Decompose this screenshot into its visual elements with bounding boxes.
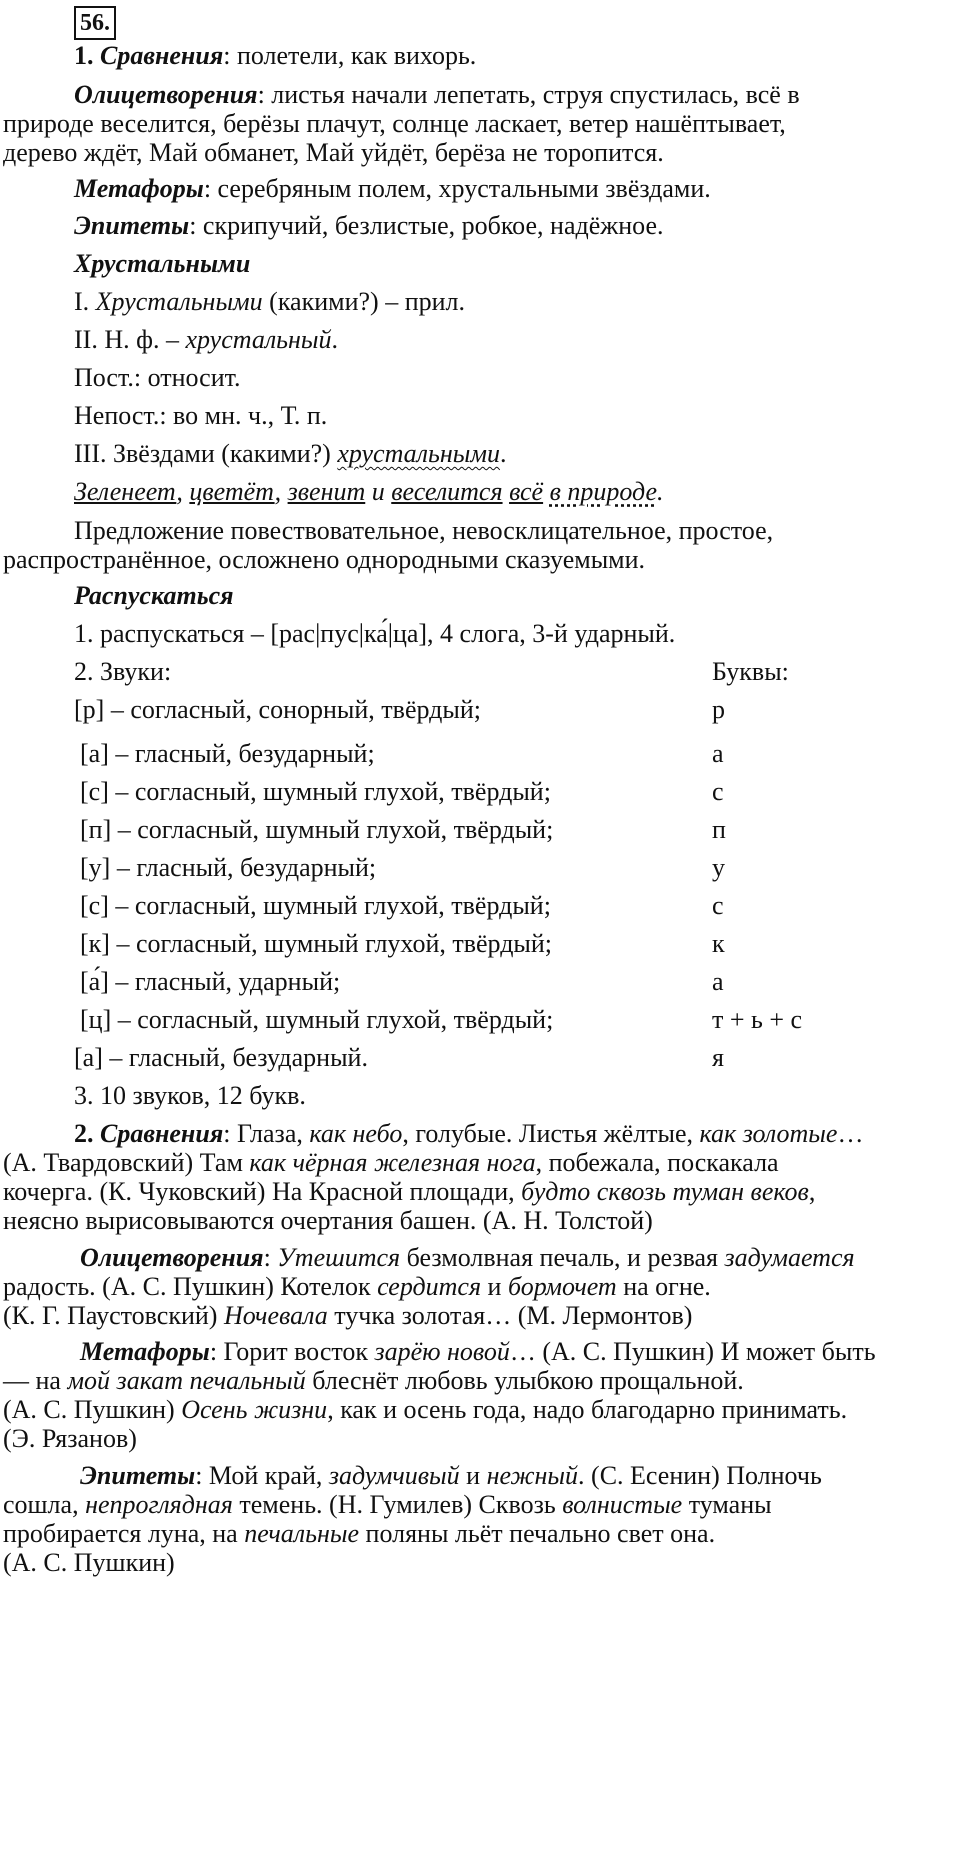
p2-metaphors-line-1: [80, 1336, 876, 1368]
text: . (С. Есенин) Полночь: [578, 1461, 822, 1490]
comparisons-term: Сравнения: [100, 41, 224, 70]
letter-cell: с: [712, 777, 724, 806]
sound-row: [ц] – согласный, шумный глухой, твёрдый;: [80, 1005, 554, 1034]
personification-line-1: [74, 79, 800, 111]
letter-cell: т + ь + с: [712, 1005, 803, 1034]
personification-line-2: природе веселится, берёзы плачут, солнце ласкает, ветер нашёптывает,: [3, 109, 786, 138]
predicate-3: звенит: [287, 477, 366, 506]
text: , голубые. Листья жёлтые,: [402, 1119, 700, 1148]
metaphors-text: : серебряным полем, хрустальными звёздами.: [203, 174, 711, 203]
text: темень. (Н. Гумилев) Сквозь: [232, 1490, 563, 1519]
personification-line-3: дерево ждёт, Май обманет, Май уйдёт, берёза не торопится.: [3, 138, 664, 167]
letter-cell: а: [712, 967, 724, 996]
epithets-line: [74, 210, 663, 242]
example: Осень жизни: [181, 1395, 328, 1424]
example: будто сквозь туман веков: [521, 1177, 809, 1206]
text: :: [263, 1243, 278, 1272]
p2-epithets-line-4: (А. С. Пушкин): [3, 1548, 175, 1577]
example: непроглядная: [85, 1490, 233, 1519]
comma: ,: [274, 477, 288, 506]
example: как небо: [309, 1119, 403, 1148]
morph-period: .: [331, 325, 338, 354]
text: поляны льёт печально свет она.: [359, 1519, 716, 1548]
adverbial: в природе: [549, 477, 658, 506]
text: тучка золотая… (М. Лермонтов): [327, 1301, 693, 1330]
text: кочерга. (К. Чуковский) На Красной площади,: [3, 1177, 522, 1206]
phonetic-syllables: 1. распускаться – [рас|пус|ка́|ца], 4 слога, 3-й ударный.: [74, 619, 676, 648]
sound-row: [а] – гласный, безударный;: [80, 739, 375, 768]
letter-cell: я: [712, 1043, 724, 1072]
text: сошла,: [3, 1490, 86, 1519]
sound-row: [п] – согласный, шумный глухой, твёрдый;: [80, 815, 554, 844]
parsed-sentence: [74, 476, 664, 508]
part-number: 2.: [74, 1119, 100, 1148]
comparisons-text: : полетели, как вихорь.: [223, 41, 477, 70]
morph-word: Хрустальными: [95, 287, 263, 316]
phonetic-heading: Распускаться: [74, 581, 234, 610]
morph-period-2: .: [499, 439, 507, 468]
p2-metaphors-line-2: [3, 1365, 744, 1397]
sound-row: [а́] – гласный, ударный;: [80, 967, 341, 996]
letter-cell: к: [712, 929, 725, 958]
text: блеснёт любовь улыбкою прощальной.: [305, 1366, 744, 1395]
text: , как и осень года, надо благодарно принимать.: [327, 1395, 848, 1424]
text: : Мой край,: [195, 1461, 329, 1490]
comma: ,: [176, 477, 190, 506]
text: — на: [3, 1366, 68, 1395]
text: и: [459, 1461, 487, 1490]
comparisons-term: Сравнения: [100, 1119, 224, 1148]
epithets-term: Эпитеты: [74, 211, 190, 240]
morph-line-5: [74, 438, 506, 470]
metaphors-line: [74, 173, 711, 205]
text: (К. Г. Паустовский): [3, 1301, 224, 1330]
sound-row: [к] – согласный, шумный глухой, твёрдый;: [80, 929, 553, 958]
text: , побежала, поскакала: [535, 1148, 779, 1177]
text: безмолвная печаль, и резвая: [400, 1243, 725, 1272]
personification-term: Олицетворения: [74, 80, 258, 109]
predicate-1: Зеленеет: [74, 477, 177, 506]
analysis-line-1: Предложение повествовательное, невосклицательное, простое,: [74, 516, 774, 545]
morph-line-1: [74, 286, 465, 318]
letter-cell: п: [712, 815, 726, 844]
example: сердится: [377, 1272, 482, 1301]
morph-roman-1: I.: [74, 287, 96, 316]
text: ,: [808, 1177, 816, 1206]
p2-epithets-line-2: [3, 1489, 772, 1521]
personification-text: : листья начали лепетать, струя спустилась, всё в: [257, 80, 800, 109]
letter-cell: р: [712, 695, 725, 724]
example: задумчивый: [328, 1461, 460, 1490]
example: мой закат печальный: [67, 1366, 306, 1395]
comparisons-line: [74, 40, 476, 72]
example: волнистые: [562, 1490, 683, 1519]
letter-cell: а: [712, 739, 724, 768]
conjunction: и: [365, 477, 392, 506]
metaphors-term: Метафоры: [80, 1337, 210, 1366]
text: туманы: [682, 1490, 772, 1519]
text: (А. Твардовский) Там: [3, 1148, 250, 1177]
morph-line-4: Непост.: во мн. ч., Т. п.: [74, 401, 328, 430]
morph-initial-form: хрустальный: [185, 325, 332, 354]
p2-comparisons-line-2: [3, 1147, 779, 1179]
exercise-number: 56.: [74, 6, 116, 40]
sound-row: [а] – гласный, безударный.: [74, 1043, 368, 1072]
text: … (А. С. Пушкин) И может быть: [509, 1337, 876, 1366]
letter-cell: у: [712, 853, 725, 882]
text: пробирается луна, на: [3, 1519, 245, 1548]
example: нежный: [486, 1461, 579, 1490]
personification-term: Олицетворения: [80, 1243, 264, 1272]
p2-comparisons-line-1: [74, 1118, 863, 1150]
phonetic-total: 3. 10 звуков, 12 букв.: [74, 1081, 306, 1110]
p2-comparisons-line-3: [3, 1176, 815, 1208]
example: зарёю новой: [374, 1337, 510, 1366]
text: …: [837, 1119, 864, 1148]
p2-epithets-line-3: [3, 1518, 715, 1550]
morph-question: (какими?) – прил.: [262, 287, 466, 316]
example: бормочет: [507, 1272, 617, 1301]
sound-row: [с] – согласный, шумный глухой, твёрдый;: [80, 777, 551, 806]
predicate-2: цветёт: [189, 477, 275, 506]
p2-personification-line-2: [3, 1271, 711, 1303]
morph-roman-3: III. Звёздами (какими?): [74, 439, 338, 468]
p2-comparisons-line-4: неясно вырисовываются очертания башен. (А. Н. Толстой): [3, 1206, 653, 1235]
sound-row: [р] – согласный, сонорный, твёрдый;: [74, 695, 481, 724]
morph-roman-2: II. Н. ф. –: [74, 325, 186, 354]
subject: всё: [509, 477, 544, 506]
sound-row: [у] – гласный, безударный;: [80, 853, 377, 882]
part-number: 1.: [74, 41, 100, 70]
letters-header: Буквы:: [712, 657, 789, 686]
text: радость. (А. С. Пушкин) Котелок: [3, 1272, 378, 1301]
p2-metaphors-line-3: [3, 1394, 847, 1426]
example: Утешится: [277, 1243, 401, 1272]
predicate-4: веселится: [391, 477, 503, 506]
sounds-header: 2. Звуки:: [74, 657, 172, 686]
sound-row: [с] – согласный, шумный глухой, твёрдый;: [80, 891, 551, 920]
text: (А. С. Пушкин): [3, 1395, 182, 1424]
epithets-text: : скрипучий, безлистые, робкое, надёжное.: [189, 211, 664, 240]
analysis-line-2: распространённое, осложнено однородными сказуемыми.: [3, 545, 646, 574]
letter-cell: с: [712, 891, 724, 920]
example: как чёрная железная нога: [249, 1148, 536, 1177]
p2-metaphors-line-4: (Э. Рязанов): [3, 1424, 137, 1453]
word-heading: Хрустальными: [74, 249, 251, 278]
morph-line-2: [74, 324, 338, 356]
p2-epithets-line-1: [80, 1460, 822, 1492]
epithets-term: Эпитеты: [80, 1461, 196, 1490]
example: как золотые: [699, 1119, 838, 1148]
text: и: [481, 1272, 508, 1301]
text: : Горит восток: [209, 1337, 375, 1366]
p2-personification-line-1: [80, 1242, 855, 1274]
morph-line-3: Пост.: относит.: [74, 363, 241, 392]
text: : Глаза,: [223, 1119, 310, 1148]
p2-personification-line-3: [3, 1300, 692, 1332]
morph-underlined-word: хрустальными: [337, 439, 500, 468]
text: на огне.: [616, 1272, 711, 1301]
example: печальные: [244, 1519, 360, 1548]
example: задумается: [724, 1243, 855, 1272]
example: Ночевала: [223, 1301, 328, 1330]
sentence-period: .: [657, 477, 664, 506]
metaphors-term: Метафоры: [74, 174, 204, 203]
